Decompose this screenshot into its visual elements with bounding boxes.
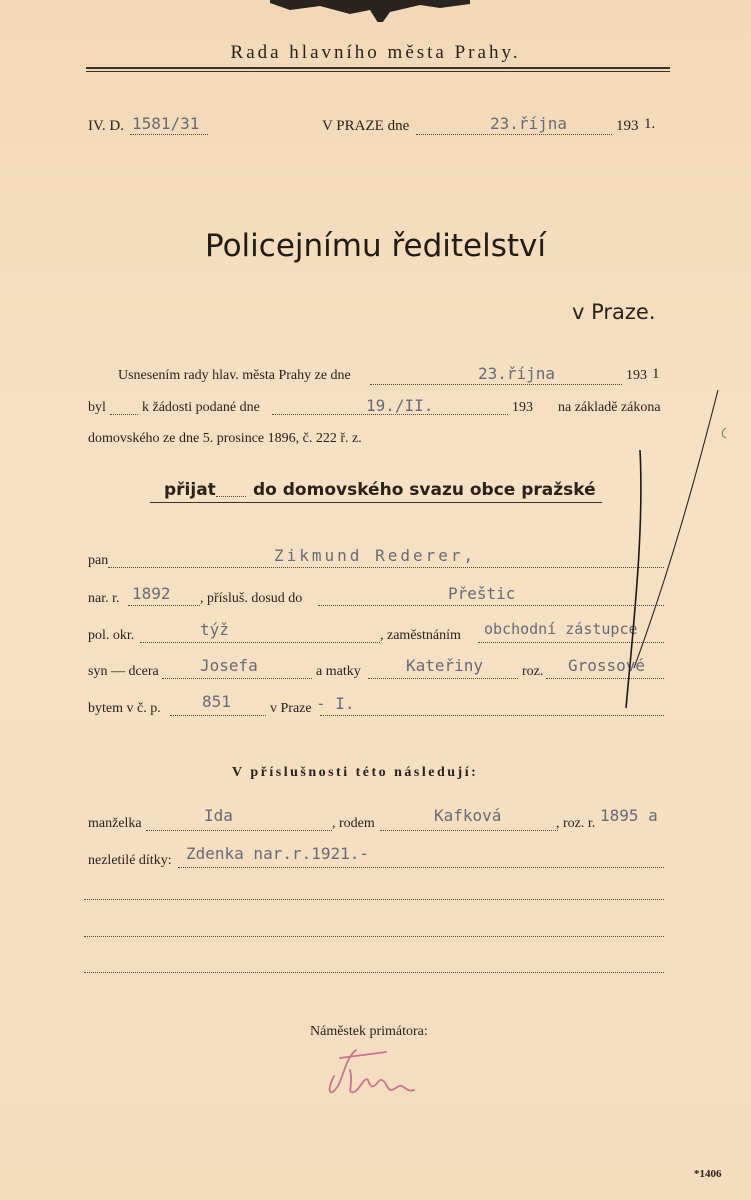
pan-label: pan [88,553,109,568]
family-heading: V příslušnosti této následují: [232,765,479,780]
law-text-tail: na základě zákona [558,400,661,415]
resolution-year-prefix: 193 [626,368,647,383]
children-label: nezletilé dítky: [88,853,172,868]
header-rule-bottom [86,71,670,72]
admission-prijat: přijat [164,480,216,500]
father-name: Josefa [200,656,258,675]
deputy-label: Náměstek primátora: [310,1024,428,1039]
byl-line [110,414,138,415]
byl-label: byl [88,400,106,415]
date-typed: 23.října [490,114,568,133]
bytem-label: bytem v č. p. [88,701,161,716]
district: - I. [316,694,355,713]
signature [316,1040,426,1104]
zam-value: obchodní zástupce [484,620,638,638]
prislus-value: Přeštic [448,584,516,603]
rodem-label: , rodem [332,816,375,831]
year-suffix: 1. [644,116,656,132]
prislus-label: , přísluš. dosud do [200,591,303,606]
resolution-date: 23.října [478,364,556,383]
zam-label: , zaměstnáním [380,628,461,643]
birth-year: 1892 [132,584,171,603]
resolution-date-line [370,384,622,385]
syn-label: syn — dcera [88,664,159,679]
praha-label: v Praze [270,701,312,716]
children-line-1 [178,867,664,868]
admission-rest: do domovského svazu obce pražské [253,480,596,500]
pol-line [140,642,380,643]
date-line [416,134,612,135]
birth-line [128,605,200,606]
form-number: *1406 [694,1168,722,1180]
children-line-3 [84,936,664,937]
person-name: Zikmund Rederer, [274,546,477,565]
year-prefix: 193 [616,118,639,134]
application-label: k žádosti podané dne [142,400,260,415]
wife-year: 1895 a [600,806,658,825]
ref-line [130,134,208,135]
application-date: 19./II. [366,396,434,415]
roz-r-label: , roz. r. [556,816,596,831]
header-rule-top [86,67,670,69]
recipient-title: Policejnímu ředitelství [205,228,546,264]
torn-edge [270,0,470,22]
resolution-label: Usnesením rady hlav. města Prahy ze dne [118,368,351,383]
mother-line [368,678,518,679]
children-line-4 [84,972,664,973]
admission-underline [150,502,602,503]
wife-label: manželka [88,816,142,831]
law-text: domovského ze dne 5. prosince 1896, č. 222 ř. z. [88,431,362,446]
pol-value: týž [200,620,229,639]
ref-prefix: IV. D. [88,118,124,134]
father-line [162,678,312,679]
roz-label: roz. [522,664,544,679]
resolution-year-suffix: 1 [652,366,660,382]
house-line [170,715,266,716]
council-heading: Rada hlavního města Prahy. [230,42,521,63]
wife-line [146,830,332,831]
pen-strike-marks [600,380,730,720]
mother-name: Kateřiny [406,656,484,675]
house-number: 851 [202,692,231,711]
pol-label: pol. okr. [88,628,135,643]
admission-dot-line [216,496,246,497]
wife-name: Ida [204,806,233,825]
nar-label: nar. r. [88,591,120,606]
recipient-location: v Praze. [572,300,656,324]
matky-label: a matky [316,664,361,679]
ref-number: 1581/31 [132,114,200,133]
application-year: 193 [512,400,533,415]
mother-maiden: Grossové [568,656,646,675]
wife-maiden-line [380,830,558,831]
place-label: V PRAZE dne [322,118,410,134]
children-line-2 [84,899,664,900]
children-value: Zdenka nar.r.1921.- [186,844,370,863]
name-line [108,567,664,568]
wife-maiden: Kafková [434,806,502,825]
